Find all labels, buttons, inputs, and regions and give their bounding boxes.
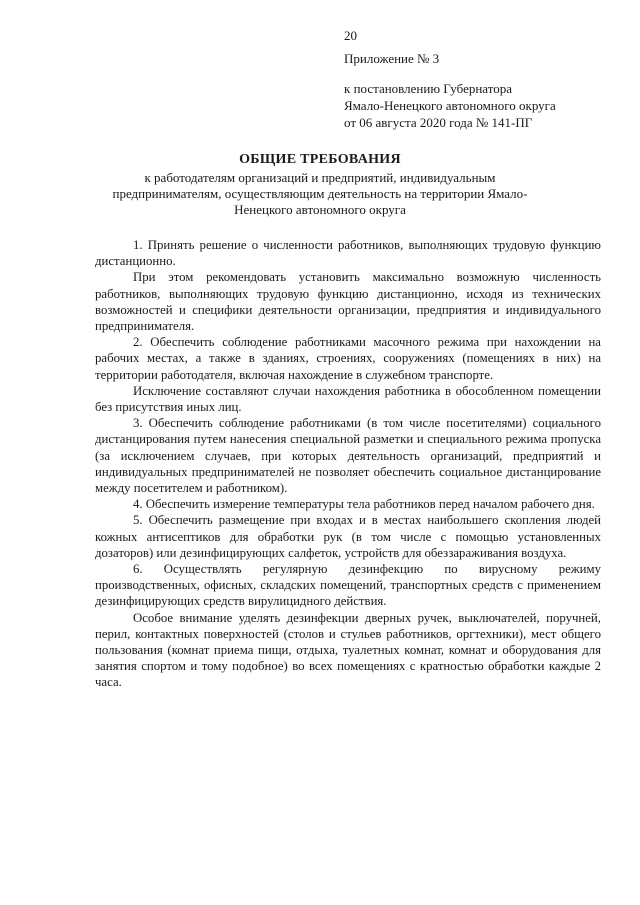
paragraph: Особое внимание уделять дезинфекции дверных ручек, выключателей, поручней, перил, контактных поверхностей (столов и стульев работников, оргтехники), мест общего пользования (комнат приема пищи, отдыха, туалетных комнат, комнат и оборудования для занятия спортом и тому подобное) во всех помещениях с кратностью обработки каждые 2 часа.: [95, 610, 601, 690]
attachment-label: Приложение № 3: [344, 51, 440, 66]
paragraph: При этом рекомендовать установить максимально возможную численность работников, выполняющих трудовую функцию дистанционно, исходя из технических возможностей и специфики деятельности организации, предприятия и индивидуального предпринимателя.: [95, 270, 601, 334]
paragraph: 3. Обеспечить соблюдение работниками (в том числе посетителями) социального дистанцирования путем нанесения специальной разметки и специального режима пропуска (за исключением случаев, при которых деятельность организаций, предприятий и индивидуальных предпринимателей не позволяет обеспечить социальное дистанцирование между посетителем и работником).: [95, 416, 601, 496]
document-title: ОБЩИЕ ТРЕБОВАНИЯ: [239, 152, 401, 167]
paragraph: Исключение составляют случаи нахождения работника в обособленном помещении без присутствия иных лиц.: [95, 383, 601, 415]
paragraph: 5. Обеспечить размещение при входах и в местах наибольшего скопления людей кожных антисептиков для обработки рук (в том числе с помощью установленных дозаторов) или дезинфицирующих салфеток, устройств для обеззараживания воздуха.: [95, 513, 601, 560]
paragraph: 1. Принять решение о численности работников, выполняющих трудовую функцию дистанционно.: [95, 238, 601, 269]
document-body: [95, 237, 601, 691]
attachment-line: к постановлению Губернатора: [344, 81, 513, 96]
attachment-block: [344, 50, 556, 131]
paragraph: 6. Осуществлять регулярную дезинфекцию по вирусному режиму производственных, офисных, складских помещений, транспортных средств с применением дезинфицирующих средств вирулицидного действия.: [95, 562, 601, 609]
paragraph: 2. Обеспечить соблюдение работниками масочного режима при нахождении на рабочих местах, а также в зданиях, строениях, сооружениях (помещениях в них) на территории работодателя, включая нахождение в служебном транспорте.: [95, 335, 601, 382]
document-subtitle: к работодателям организаций и предприятий, индивидуальным предпринимателям, осуществляющим деятельность на территории Ямало-Ненецкого автономного округа: [112, 170, 528, 217]
paragraph: 4. Обеспечить измерение температуры тела работников перед началом рабочего дня.: [133, 497, 595, 512]
page-number: 20: [344, 28, 357, 43]
attachment-line: от 06 августа 2020 года № 141-ПГ: [344, 115, 533, 130]
attachment-line: Ямало-Ненецкого автономного округа: [344, 98, 556, 113]
